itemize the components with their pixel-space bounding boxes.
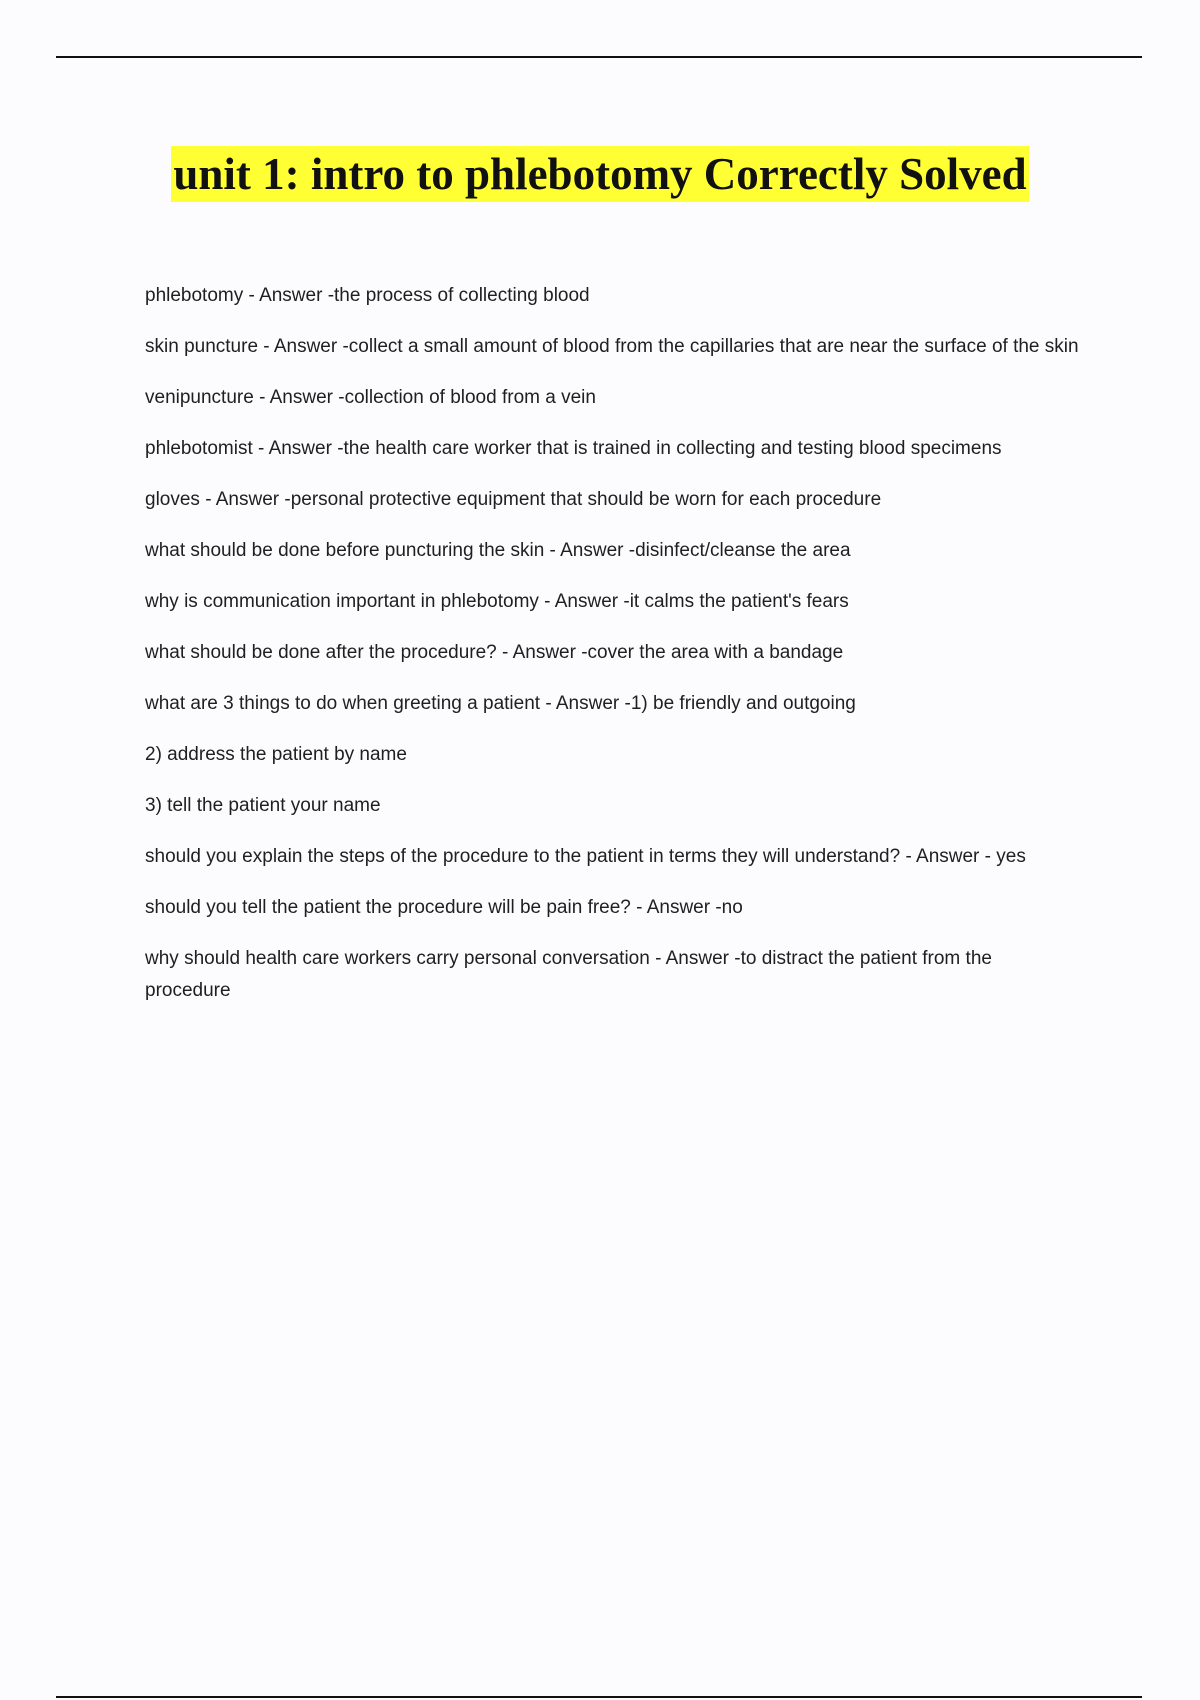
qa-item: phlebotomy - Answer -the process of collecting blood xyxy=(145,285,590,306)
qa-item: phlebotomist - Answer -the health care worker that is trained in collecting and testing blood specimens xyxy=(145,438,1002,459)
qa-item: venipuncture - Answer -collection of blood from a vein xyxy=(145,387,596,408)
document-title: unit 1: intro to phlebotomy Correctly Solved xyxy=(171,146,1028,202)
qa-item: what are 3 things to do when greeting a patient - Answer -1) be friendly and outgoing xyxy=(145,693,856,714)
qa-item: gloves - Answer -personal protective equipment that should be worn for each procedure xyxy=(145,489,882,510)
header-rule xyxy=(56,56,1142,58)
qa-item: what should be done after the procedure? - Answer -cover the area with a bandage xyxy=(145,642,844,663)
qa-item: should you explain the steps of the procedure to the patient in terms they will understand? - Answer - yes xyxy=(145,846,1026,867)
qa-item: 3) tell the patient your name xyxy=(145,795,381,816)
qa-item: what should be done before puncturing the skin - Answer -disinfect/cleanse the area xyxy=(145,540,851,561)
qa-item: skin puncture - Answer -collect a small amount of blood from the capillaries that are near the surface of the skin xyxy=(145,336,1079,357)
footer-rule xyxy=(56,1696,1142,1698)
qa-item: 2) address the patient by name xyxy=(145,744,407,765)
qa-item: why should health care workers carry personal conversation - Answer -to distract the patient from the procedure xyxy=(145,948,992,1001)
title-container xyxy=(0,146,1200,202)
qa-item: why is communication important in phlebotomy - Answer -it calms the patient's fears xyxy=(145,591,849,612)
qa-list xyxy=(145,280,1080,1026)
qa-item: should you tell the patient the procedure will be pain free? - Answer -no xyxy=(145,897,743,918)
